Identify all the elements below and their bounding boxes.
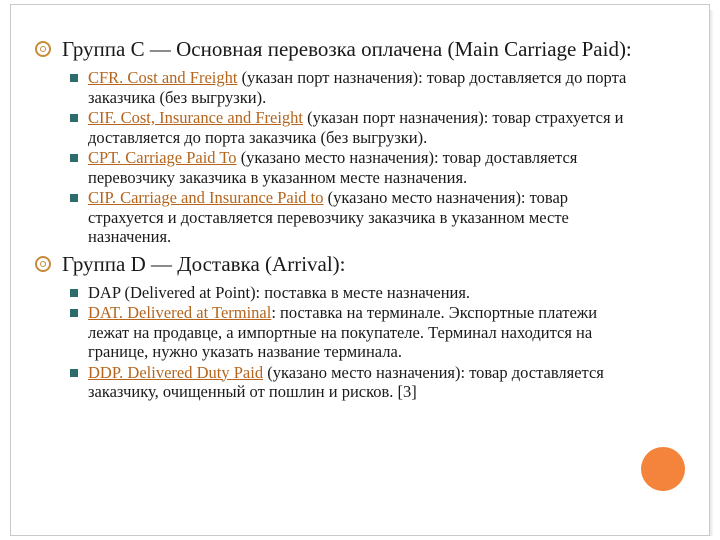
term-link-cpt[interactable]: CPT. Carriage Paid To (88, 148, 237, 167)
circle-bullet-icon (35, 256, 51, 272)
list-item (32, 283, 642, 303)
group-d-list (32, 283, 642, 402)
decorative-circle (641, 447, 685, 491)
list-item (32, 68, 642, 107)
term-description: (указано место назначения): товар доставляется перевозчику заказчика в указанном месте назначения. (88, 148, 578, 187)
slide-shadow (710, 10, 714, 536)
group-c-heading (32, 38, 642, 60)
term-description: (указан порт назначения): товар страхуется и доставляется до порта заказчика (без выгрузки). (88, 108, 624, 147)
list-item (32, 108, 642, 147)
term-link-ddp[interactable]: DDP. Delivered Duty Paid (88, 362, 264, 382)
square-bullet-icon (70, 289, 78, 297)
term-link-cfr[interactable]: CFR. Cost and Freight (88, 68, 238, 87)
term-link-cif[interactable]: CIF. Cost, Insurance and Freight (88, 108, 303, 127)
term-description: (указано место назначения): товар доставляется заказчику, очищенный от пошлин и рисков. [3] (88, 362, 604, 401)
term-description: : поставка на терминале. Экспортные платежи лежат на продавце, а импортные на покупателе. Терминал находится на границе, нужно указать название терминала. (88, 303, 598, 361)
list-item (32, 363, 642, 402)
square-bullet-icon (70, 194, 78, 202)
group-c-list (32, 68, 642, 247)
square-bullet-icon (70, 154, 78, 162)
term-description: DAP (Delivered at Point): поставка в месте назначения. (88, 282, 471, 302)
term-description: (указано место назначения): товар страхуется и доставляется перевозчику заказчика в указанном месте назначения. (88, 188, 569, 246)
term-link-cip[interactable]: CIP. Carriage and Insurance Paid to (88, 188, 324, 207)
square-bullet-icon (70, 309, 78, 317)
square-bullet-icon (70, 114, 78, 122)
term-link-dat[interactable]: DAT. Delivered at Terminal (88, 303, 272, 322)
square-bullet-icon (70, 74, 78, 82)
list-item (32, 188, 642, 247)
slide-content (32, 38, 642, 408)
group-d-heading (32, 253, 642, 275)
group-d-title: Группа D — Доставка (Arrival): (62, 251, 346, 276)
square-bullet-icon (70, 369, 78, 377)
list-item (32, 303, 642, 362)
group-c-title: Группа С — Основная перевозка оплачена (Main Carriage Paid): (62, 37, 632, 61)
term-description: (указан порт назначения): товар доставляется до порта заказчика (без выгрузки). (88, 68, 627, 107)
list-item (32, 148, 642, 187)
circle-bullet-icon (35, 41, 51, 57)
